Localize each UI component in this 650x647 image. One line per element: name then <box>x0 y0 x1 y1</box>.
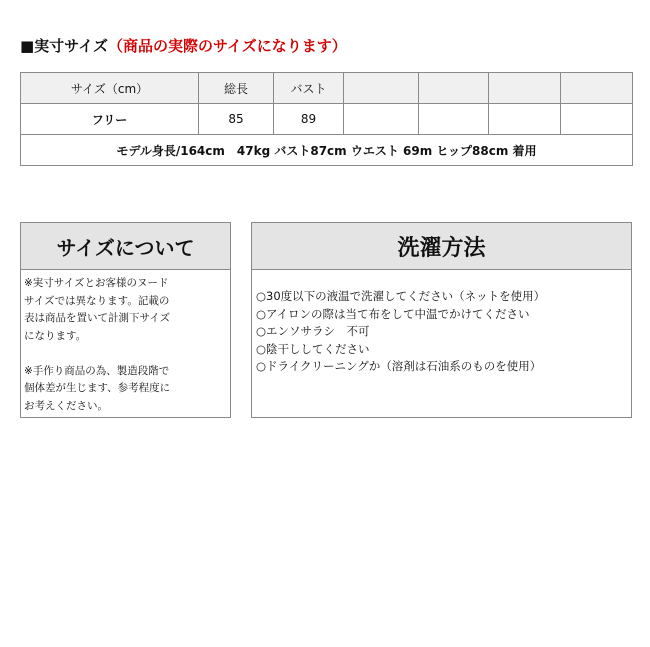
about-size-line: 表は商品を置いて計測下サイズ <box>24 312 171 324</box>
about-size-heading: サイズについて <box>21 223 230 270</box>
washing-line: ○アイロンの際は当て布をして中温でかけてください <box>256 306 530 321</box>
washing-box <box>251 222 632 418</box>
about-size-line: ※手作り商品の為、製造段階で <box>24 364 170 377</box>
table-row <box>21 104 633 135</box>
washing-line: ○30度以下の液温で洗濯してください（ネットを使用） <box>256 289 546 303</box>
cell-size-label: フリー <box>21 104 199 135</box>
cell-length: 85 <box>199 104 274 135</box>
about-size-line: になります。 <box>24 329 87 342</box>
header-cell-length: 総長 <box>199 73 274 104</box>
washing-line: ○ドライクリーニングか（溶剤は石油系のものを使用） <box>256 359 542 373</box>
cell-bust: 89 <box>274 104 344 135</box>
spacer <box>24 345 227 363</box>
header-cell-empty <box>419 73 489 104</box>
model-note: モデル身長/164cm 47kg バスト87cm ウエスト 69m ヒップ88cm 着用 <box>21 135 633 166</box>
size-table <box>20 72 633 166</box>
model-note-row <box>21 135 633 166</box>
washing-line: ○エンソサラシ 不可 <box>256 324 370 338</box>
page-title <box>20 35 347 56</box>
header-cell-size: サイズ（cm） <box>21 73 199 104</box>
size-table-header-row <box>21 73 633 104</box>
about-size-line: お考えください。 <box>24 399 108 412</box>
title-note: （商品の実際のサイズになります） <box>107 37 347 55</box>
header-cell-empty <box>489 73 561 104</box>
about-size-box <box>20 222 231 418</box>
title-prefix: ■実寸サイズ <box>20 37 108 55</box>
washing-body <box>252 270 631 376</box>
about-size-line: 個体差が生じます、参考程度に <box>24 382 171 394</box>
about-size-body <box>21 270 230 415</box>
about-size-line: サイズでは異なります。記載の <box>24 294 170 307</box>
washing-line: ○陰干ししてください <box>256 341 370 356</box>
about-size-line: ※実寸サイズとお客様のヌード <box>24 277 169 289</box>
header-cell-empty <box>561 73 633 104</box>
cell-empty <box>489 104 561 135</box>
cell-empty <box>344 104 419 135</box>
header-cell-bust: バスト <box>274 73 344 104</box>
cell-empty <box>419 104 489 135</box>
header-cell-empty <box>344 73 419 104</box>
washing-heading: 洗濯方法 <box>252 223 631 270</box>
cell-empty <box>561 104 633 135</box>
